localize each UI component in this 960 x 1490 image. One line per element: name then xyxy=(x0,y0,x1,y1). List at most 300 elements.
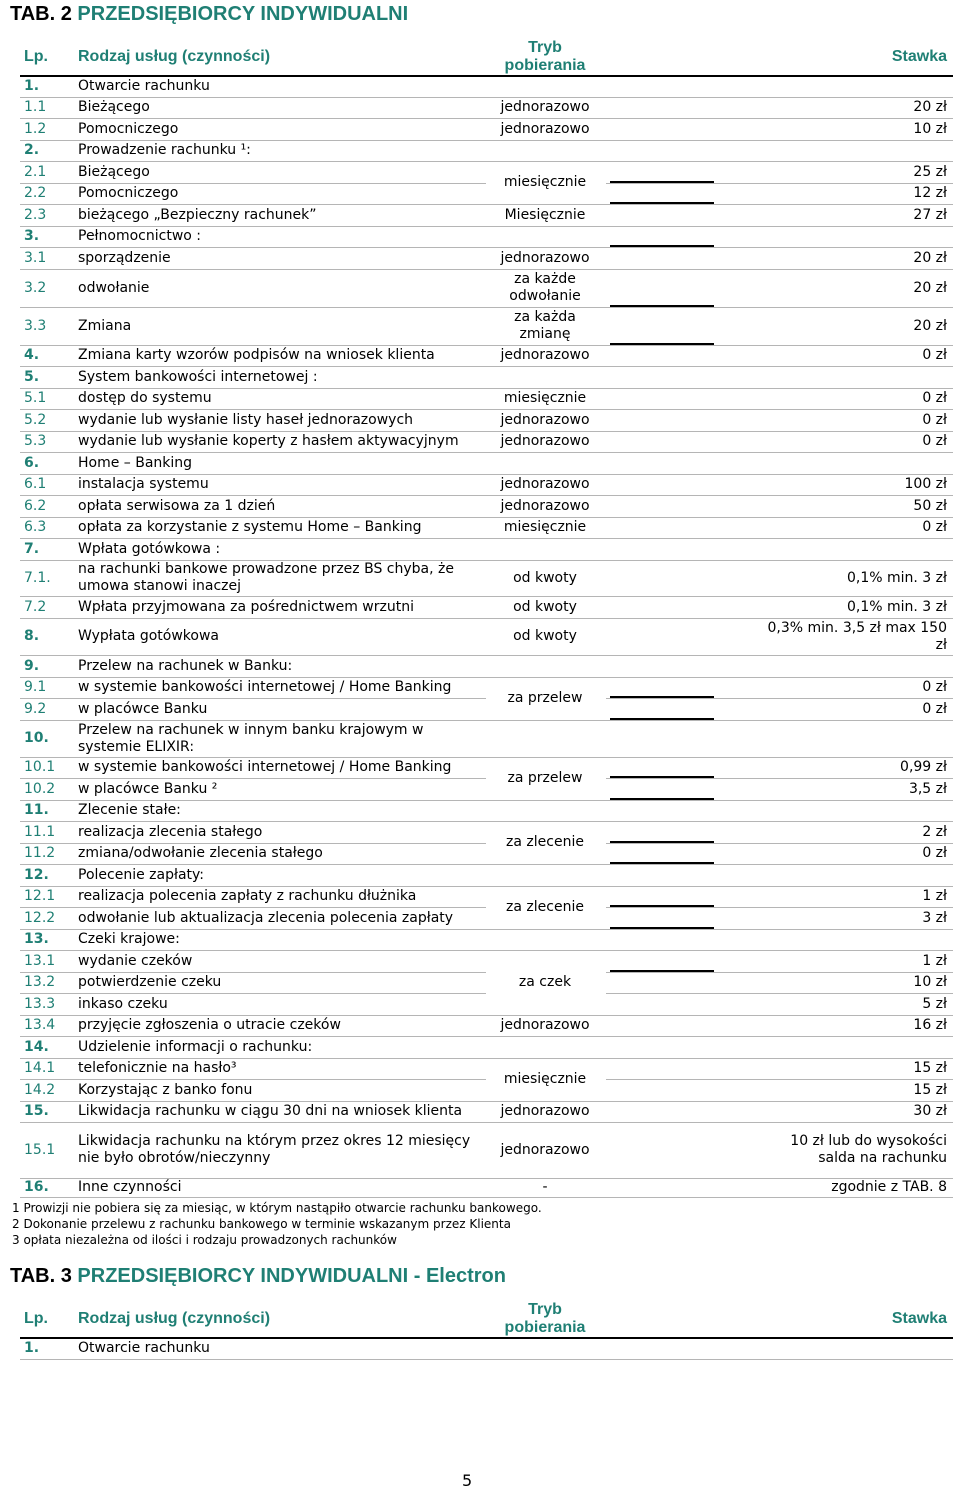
fee-rate xyxy=(716,1338,953,1359)
header-mode: Tryb pobierania xyxy=(486,1300,606,1338)
header-spacer xyxy=(606,1300,716,1338)
service-name: potwierdzenie czeku xyxy=(74,972,486,993)
table-row xyxy=(20,118,953,140)
service-name xyxy=(74,1122,486,1178)
header-service: Rodzaj usług (czynności) xyxy=(74,1300,486,1338)
rule-cell xyxy=(606,972,716,993)
fee-rate: 20 zł xyxy=(716,269,953,307)
row-number: 6.1 xyxy=(20,474,74,495)
table-row xyxy=(20,495,953,517)
table-row xyxy=(20,1101,953,1122)
charge-mode xyxy=(486,366,606,388)
fee-rate xyxy=(716,800,953,821)
fee-rate: 0 zł xyxy=(716,431,953,452)
row-number: 10.2 xyxy=(20,778,74,800)
service-name: przyjęcie zgłoszenia o utracie czeków xyxy=(74,1015,486,1036)
fee-rate xyxy=(716,76,953,97)
row-number: 2.3 xyxy=(20,204,74,226)
row-number: 5.2 xyxy=(20,409,74,431)
service-name: Polecenie zapłaty: xyxy=(74,864,486,886)
charge-mode: jednorazowo xyxy=(486,247,606,269)
tab3-title-prefix: TAB. 3 xyxy=(10,1265,72,1287)
fee-rate: 0,3% min. 3,5 zł max 150 zł xyxy=(716,618,953,655)
tab2-body xyxy=(20,76,953,1197)
rule-cell xyxy=(606,97,716,118)
table-row xyxy=(20,474,953,495)
table-row xyxy=(20,821,953,843)
row-number: 3.2 xyxy=(20,269,74,307)
fee-rate: 16 zł xyxy=(716,1015,953,1036)
header-lp: Lp. xyxy=(20,38,74,76)
row-number: 13.2 xyxy=(20,972,74,993)
row-number: 12.1 xyxy=(20,886,74,907)
fee-rate: 20 zł xyxy=(716,307,953,345)
table-row xyxy=(20,864,953,886)
fee-rate: 0,1% min. 3 zł xyxy=(716,560,953,596)
tab2-title xyxy=(10,3,408,26)
rule-cell xyxy=(606,247,716,269)
rule-cell xyxy=(606,538,716,560)
service-name: realizacja zlecenia stałego xyxy=(74,821,486,843)
service-name xyxy=(74,560,486,596)
rule-cell xyxy=(606,474,716,495)
row-number: 9.1 xyxy=(20,677,74,698)
rule-cell xyxy=(606,596,716,618)
rule-cell xyxy=(606,409,716,431)
table-row xyxy=(20,247,953,269)
table-row xyxy=(20,929,953,950)
row-number: 10. xyxy=(20,720,74,757)
row-number: 3.3 xyxy=(20,307,74,345)
service-name: Pomocniczego xyxy=(74,118,486,140)
row-number: 1. xyxy=(20,1338,74,1359)
header-service: Rodzaj usług (czynności) xyxy=(74,38,486,76)
footnote-3: 3 opłata niezależna od ilości i rodzaju prowadzonych rachunków xyxy=(12,1233,397,1247)
service-name-text: Przelew na rachunek w innym banku krajowym w systemie ELIXIR: xyxy=(78,721,424,755)
row-number: 5.3 xyxy=(20,431,74,452)
charge-mode: za każda zmianę xyxy=(486,307,606,345)
rule-cell xyxy=(606,1058,716,1079)
rule-cell xyxy=(606,269,716,307)
row-number: 16. xyxy=(20,1178,74,1197)
fee-rate: 0,99 zł xyxy=(716,757,953,778)
charge-mode: za przelew xyxy=(486,677,606,720)
row-number: 7. xyxy=(20,538,74,560)
row-number: 14.1 xyxy=(20,1058,74,1079)
row-number: 3. xyxy=(20,226,74,247)
table-row xyxy=(20,655,953,677)
table-row xyxy=(20,431,953,452)
row-number: 9. xyxy=(20,655,74,677)
charge-mode: za każde odwołanie xyxy=(486,269,606,307)
rule-cell xyxy=(606,864,716,886)
rule-cell xyxy=(606,366,716,388)
tab2-title-text: PRZEDSIĘBIORCY INDYWIDUALNI xyxy=(77,3,409,25)
charge-mode xyxy=(486,929,606,950)
charge-mode: jednorazowo xyxy=(486,431,606,452)
row-number: 13.1 xyxy=(20,950,74,972)
row-number: 1. xyxy=(20,76,74,97)
tab3-table xyxy=(20,1300,953,1360)
fee-rate xyxy=(716,929,953,950)
charge-mode xyxy=(486,226,606,247)
table-row xyxy=(20,538,953,560)
service-name: Udzielenie informacji o rachunku: xyxy=(74,1036,486,1058)
table-row xyxy=(20,596,953,618)
row-number: 4. xyxy=(20,345,74,366)
rule-cell xyxy=(606,161,716,183)
table-row xyxy=(20,388,953,409)
charge-mode xyxy=(486,140,606,161)
service-name: Inne czynności xyxy=(74,1178,486,1197)
rule-cell xyxy=(606,1036,716,1058)
tab3-header-row xyxy=(20,1300,953,1338)
charge-mode xyxy=(486,1036,606,1058)
fee-rate: 20 zł xyxy=(716,247,953,269)
service-name: w systemie bankowości internetowej / Home Banking xyxy=(74,677,486,698)
service-name: odwołanie lub aktualizacja zlecenia polecenia zapłaty xyxy=(74,907,486,929)
service-name: Korzystając z banko fonu xyxy=(74,1079,486,1101)
fee-rate: 1 zł xyxy=(716,886,953,907)
fee-rate xyxy=(716,538,953,560)
service-name: wydanie lub wysłanie listy haseł jednorazowych xyxy=(74,409,486,431)
table-row xyxy=(20,618,953,655)
charge-mode xyxy=(486,76,606,97)
table-row xyxy=(20,1178,953,1197)
table-row xyxy=(20,452,953,474)
row-number: 6. xyxy=(20,452,74,474)
table-row xyxy=(20,800,953,821)
rule-cell xyxy=(606,118,716,140)
table-row xyxy=(20,161,953,183)
header-spacer xyxy=(606,38,716,76)
fee-rate: 30 zł xyxy=(716,1101,953,1122)
table-row xyxy=(20,757,953,778)
service-name: Zlecenie stałe: xyxy=(74,800,486,821)
table-row xyxy=(20,1338,953,1359)
charge-mode xyxy=(486,720,606,757)
row-number: 1.1 xyxy=(20,97,74,118)
service-name: zmiana/odwołanie zlecenia stałego xyxy=(74,843,486,864)
fee-rate xyxy=(716,864,953,886)
rule-cell xyxy=(606,495,716,517)
fee-rate xyxy=(716,452,953,474)
fee-rate xyxy=(716,140,953,161)
charge-mode: od kwoty xyxy=(486,618,606,655)
rule-cell xyxy=(606,800,716,821)
row-number: 9.2 xyxy=(20,698,74,720)
service-name: bieżącego „Bezpieczny rachunek” xyxy=(74,204,486,226)
service-name: Wpłata gotówkowa : xyxy=(74,538,486,560)
rule-cell xyxy=(606,76,716,97)
footnote-2: 2 Dokonanie przelewu z rachunku bankowego w terminie wskazanym przez Klienta xyxy=(12,1217,511,1231)
charge-mode xyxy=(486,1338,606,1359)
fee-rate: 0 zł xyxy=(716,698,953,720)
row-number: 6.3 xyxy=(20,517,74,538)
service-name: odwołanie xyxy=(74,269,486,307)
fee-rate: 10 zł xyxy=(716,972,953,993)
service-name: w systemie bankowości internetowej / Home Banking xyxy=(74,757,486,778)
service-name: Wypłata gotówkowa xyxy=(74,618,486,655)
header-mode: Tryb pobierania xyxy=(486,38,606,76)
service-name: opłata serwisowa za 1 dzień xyxy=(74,495,486,517)
rule-cell xyxy=(606,1015,716,1036)
charge-mode: za przelew xyxy=(486,757,606,800)
service-name: Likwidacja rachunku w ciągu 30 dni na wniosek klienta xyxy=(74,1101,486,1122)
table-row xyxy=(20,140,953,161)
charge-mode: za czek xyxy=(486,950,606,1015)
service-name: Zmiana xyxy=(74,307,486,345)
charge-mode: od kwoty xyxy=(486,596,606,618)
rule-cell xyxy=(606,907,716,929)
charge-mode: jednorazowo xyxy=(486,1015,606,1036)
footnotes xyxy=(12,1200,542,1248)
table-row xyxy=(20,950,953,972)
rule-cell xyxy=(606,757,716,778)
service-name: Czeki krajowe: xyxy=(74,929,486,950)
fee-rate: 0 zł xyxy=(716,517,953,538)
row-number: 2. xyxy=(20,140,74,161)
row-number: 13.3 xyxy=(20,993,74,1015)
tab2-header-row xyxy=(20,38,953,76)
service-name: instalacja systemu xyxy=(74,474,486,495)
fee-rate xyxy=(716,720,953,757)
row-number: 14.2 xyxy=(20,1079,74,1101)
fee-rate: 10 zł lub do wysokości salda na rachunku xyxy=(716,1122,953,1178)
charge-mode: jednorazowo xyxy=(486,97,606,118)
table-row xyxy=(20,269,953,307)
fee-rate xyxy=(716,226,953,247)
service-name: Pełnomocnictwo : xyxy=(74,226,486,247)
table-row xyxy=(20,307,953,345)
charge-mode: od kwoty xyxy=(486,560,606,596)
table-row xyxy=(20,345,953,366)
service-name: inkaso czeku xyxy=(74,993,486,1015)
fee-rate: 15 zł xyxy=(716,1079,953,1101)
table-row xyxy=(20,76,953,97)
fee-rate: 15 zł xyxy=(716,1058,953,1079)
charge-mode xyxy=(486,452,606,474)
rule-cell xyxy=(606,1338,716,1359)
charge-mode: jednorazowo xyxy=(486,495,606,517)
tab2-table xyxy=(20,38,953,1198)
charge-mode: jednorazowo xyxy=(486,1101,606,1122)
service-name: wydanie czeków xyxy=(74,950,486,972)
table-row xyxy=(20,366,953,388)
fee-rate: 3,5 zł xyxy=(716,778,953,800)
header-rate: Stawka xyxy=(716,38,953,76)
rule-cell xyxy=(606,517,716,538)
rule-cell xyxy=(606,452,716,474)
fee-rate: 0 zł xyxy=(716,388,953,409)
table-row xyxy=(20,204,953,226)
fee-rate: 12 zł xyxy=(716,183,953,204)
charge-mode: za zlecenie xyxy=(486,821,606,864)
fee-rate xyxy=(716,655,953,677)
rule-cell xyxy=(606,388,716,409)
header-rate: Stawka xyxy=(716,1300,953,1338)
rule-cell xyxy=(606,345,716,366)
fee-rate: 3 zł xyxy=(716,907,953,929)
rule-cell xyxy=(606,886,716,907)
fee-rate: 0 zł xyxy=(716,843,953,864)
rule-cell xyxy=(606,843,716,864)
table-row xyxy=(20,720,953,757)
fee-rate: 0 zł xyxy=(716,677,953,698)
row-number: 2.2 xyxy=(20,183,74,204)
rule-cell xyxy=(606,1101,716,1122)
fee-rate: 2 zł xyxy=(716,821,953,843)
charge-mode: miesięcznie xyxy=(486,161,606,204)
rule-cell xyxy=(606,929,716,950)
tab3-title-text: PRZEDSIĘBIORCY INDYWIDUALNI - Electron xyxy=(77,1265,506,1287)
table-row xyxy=(20,1036,953,1058)
service-name: dostęp do systemu xyxy=(74,388,486,409)
rule-cell xyxy=(606,307,716,345)
charge-mode: jednorazowo xyxy=(486,345,606,366)
tab2-title-prefix: TAB. 2 xyxy=(10,3,72,25)
fee-rate xyxy=(716,1036,953,1058)
service-name-text: na rachunki bankowe prowadzone przez BS chyba, że umowa stanowi inaczej xyxy=(78,561,454,594)
rule-cell xyxy=(606,431,716,452)
rule-cell xyxy=(606,993,716,1015)
table-row xyxy=(20,677,953,698)
service-name: w placówce Banku ² xyxy=(74,778,486,800)
fee-rate: 100 zł xyxy=(716,474,953,495)
fee-rate: 10 zł xyxy=(716,118,953,140)
row-number: 2.1 xyxy=(20,161,74,183)
table-row xyxy=(20,517,953,538)
service-name: System bankowości internetowej : xyxy=(74,366,486,388)
rule-cell xyxy=(606,226,716,247)
rule-cell xyxy=(606,720,716,757)
row-number: 11.2 xyxy=(20,843,74,864)
service-name: wydanie lub wysłanie koperty z hasłem aktywacyjnym xyxy=(74,431,486,452)
charge-mode xyxy=(486,538,606,560)
rule-cell xyxy=(606,821,716,843)
charge-mode: jednorazowo xyxy=(486,474,606,495)
fee-rate: 20 zł xyxy=(716,97,953,118)
row-number: 15.1 xyxy=(20,1122,74,1178)
table-row xyxy=(20,886,953,907)
table-row xyxy=(20,409,953,431)
rule-cell xyxy=(606,1122,716,1178)
service-name: Otwarcie rachunku xyxy=(74,76,486,97)
charge-mode: miesięcznie xyxy=(486,1058,606,1101)
table-row xyxy=(20,560,953,596)
row-number: 5. xyxy=(20,366,74,388)
service-name: Otwarcie rachunku xyxy=(74,1338,486,1359)
service-name-text: Likwidacja rachunku na którym przez okres 12 miesięcy nie było obrotów/nieczynny xyxy=(78,1133,471,1166)
row-number: 11. xyxy=(20,800,74,821)
rule-cell xyxy=(606,140,716,161)
rule-cell xyxy=(606,778,716,800)
row-number: 7.2 xyxy=(20,596,74,618)
footnote-1: 1 Prowizji nie pobiera się za miesiąc, w którym nastąpiło otwarcie rachunku bankowego. xyxy=(12,1201,542,1215)
row-number: 7.1. xyxy=(20,560,74,596)
service-name: Prowadzenie rachunku ¹: xyxy=(74,140,486,161)
row-number: 12. xyxy=(20,864,74,886)
charge-mode xyxy=(486,655,606,677)
service-name: Wpłata przyjmowana za pośrednictwem wrzutni xyxy=(74,596,486,618)
charge-mode: jednorazowo xyxy=(486,1122,606,1178)
charge-mode: za zlecenie xyxy=(486,886,606,929)
fee-rate: 27 zł xyxy=(716,204,953,226)
row-number: 12.2 xyxy=(20,907,74,929)
service-name: w placówce Banku xyxy=(74,698,486,720)
row-number: 13.4 xyxy=(20,1015,74,1036)
charge-mode: - xyxy=(486,1178,606,1197)
service-name: Home – Banking xyxy=(74,452,486,474)
charge-mode xyxy=(486,800,606,821)
charge-mode: jednorazowo xyxy=(486,409,606,431)
charge-mode xyxy=(486,864,606,886)
table-row xyxy=(20,97,953,118)
fee-rate: 50 zł xyxy=(716,495,953,517)
table-row xyxy=(20,226,953,247)
header-lp: Lp. xyxy=(20,1300,74,1338)
row-number: 6.2 xyxy=(20,495,74,517)
table-row xyxy=(20,1015,953,1036)
rule-cell xyxy=(606,1079,716,1101)
row-number: 1.2 xyxy=(20,118,74,140)
rule-cell xyxy=(606,950,716,972)
fee-rate: 25 zł xyxy=(716,161,953,183)
page-number: 5 xyxy=(462,1471,473,1490)
service-name: Bieżącego xyxy=(74,97,486,118)
service-name: sporządzenie xyxy=(74,247,486,269)
fee-rate: 0,1% min. 3 zł xyxy=(716,596,953,618)
service-name: Pomocniczego xyxy=(74,183,486,204)
service-name: Przelew na rachunek w Banku: xyxy=(74,655,486,677)
fee-rate: 1 zł xyxy=(716,950,953,972)
service-name: opłata za korzystanie z systemu Home – Banking xyxy=(74,517,486,538)
rule-cell xyxy=(606,677,716,698)
row-number: 10.1 xyxy=(20,757,74,778)
rule-cell xyxy=(606,698,716,720)
row-number: 15. xyxy=(20,1101,74,1122)
fee-rate: zgodnie z TAB. 8 xyxy=(716,1178,953,1197)
service-name: telefonicznie na hasło³ xyxy=(74,1058,486,1079)
row-number: 11.1 xyxy=(20,821,74,843)
row-number: 14. xyxy=(20,1036,74,1058)
charge-mode: miesięcznie xyxy=(486,517,606,538)
rule-cell xyxy=(606,655,716,677)
row-number: 3.1 xyxy=(20,247,74,269)
rule-cell xyxy=(606,618,716,655)
rule-cell xyxy=(606,183,716,204)
row-number: 5.1 xyxy=(20,388,74,409)
charge-mode: jednorazowo xyxy=(486,118,606,140)
row-number: 13. xyxy=(20,929,74,950)
service-name: realizacja polecenia zapłaty z rachunku dłużnika xyxy=(74,886,486,907)
fee-rate xyxy=(716,366,953,388)
row-number: 8. xyxy=(20,618,74,655)
fee-rate: 5 zł xyxy=(716,993,953,1015)
service-name xyxy=(74,720,486,757)
fee-rate: 0 zł xyxy=(716,409,953,431)
table-row xyxy=(20,1058,953,1079)
service-name: Bieżącego xyxy=(74,161,486,183)
charge-mode: miesięcznie xyxy=(486,388,606,409)
service-name: Zmiana karty wzorów podpisów na wniosek klienta xyxy=(74,345,486,366)
rule-cell xyxy=(606,560,716,596)
tab3-body xyxy=(20,1338,953,1359)
rule-cell xyxy=(606,204,716,226)
tab3-title xyxy=(10,1265,506,1288)
fee-rate: 0 zł xyxy=(716,345,953,366)
charge-mode: Miesięcznie xyxy=(486,204,606,226)
